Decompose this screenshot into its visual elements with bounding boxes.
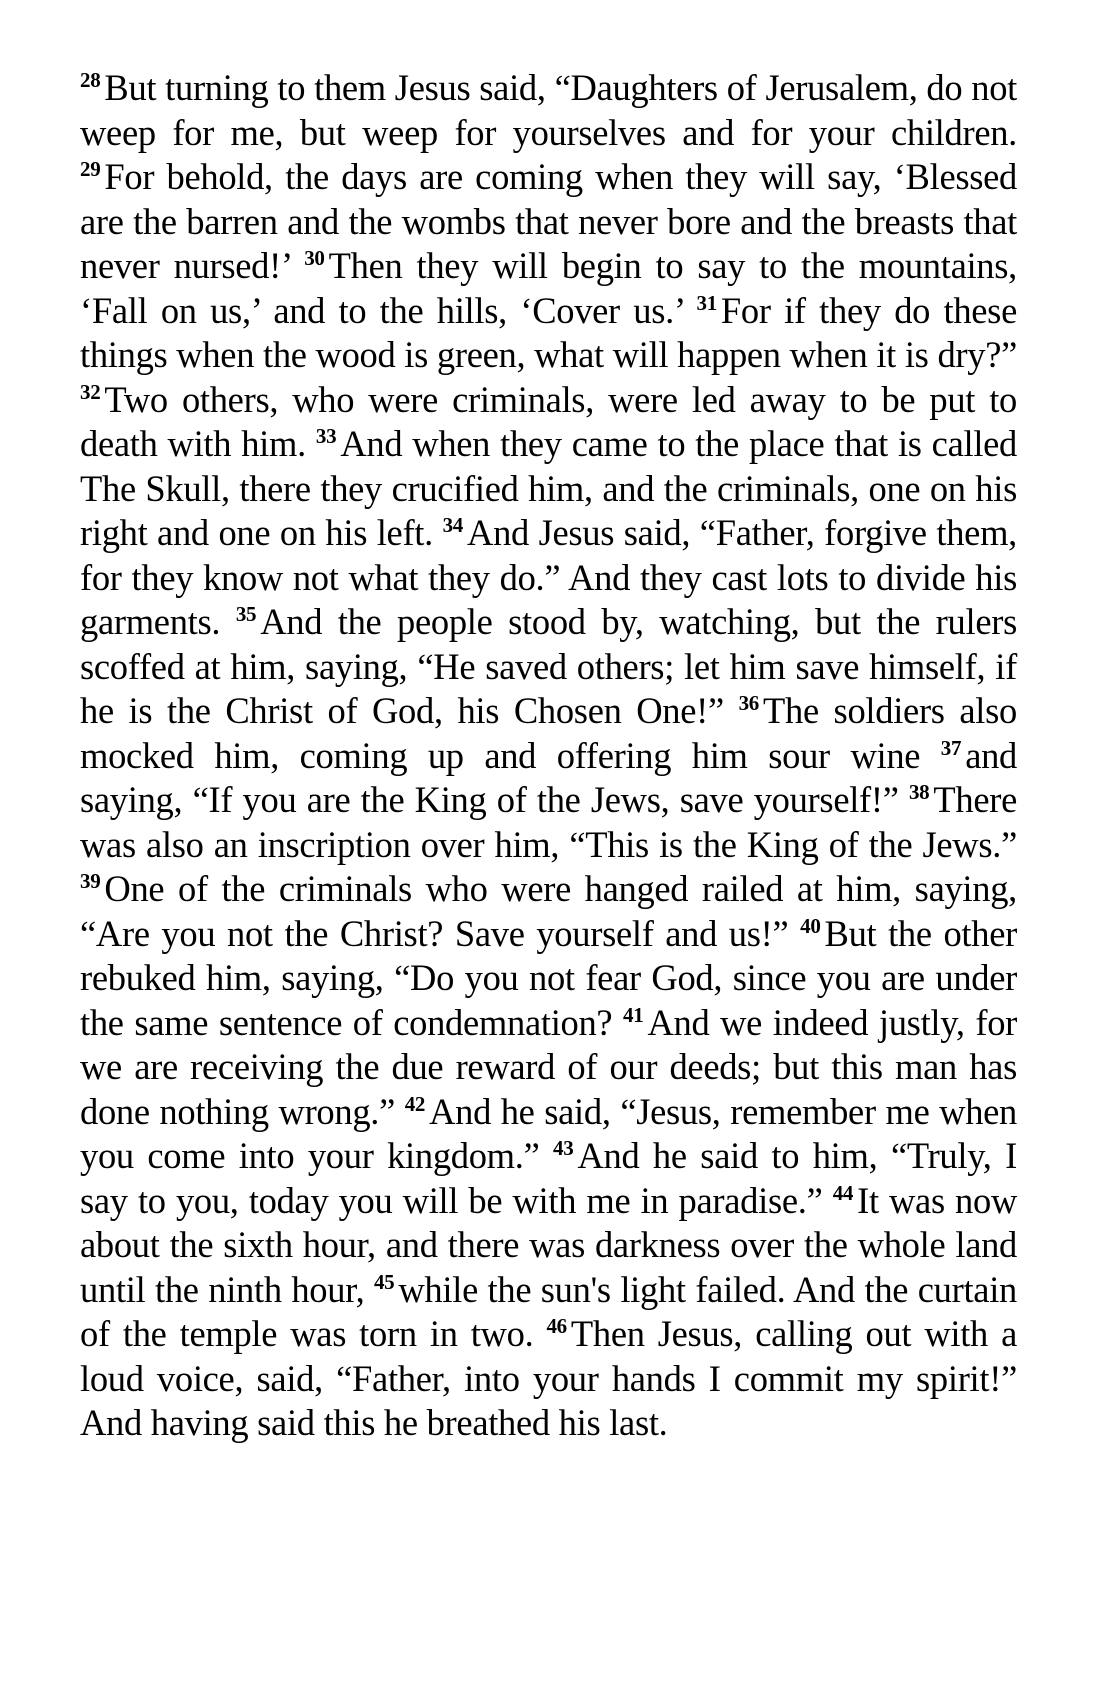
verse-text: And we indeed justly, for we are receiving the due reward of our deeds; but this man has done nothing wrong.” [80, 1001, 1018, 1132]
verse-text: And he said, “Jesus, remember me when you come into your kingdom.” [80, 1090, 1017, 1176]
verse-text: There was also an inscription over him, “This is the King of the Jews.” [80, 779, 1017, 865]
verse-text: Then they will begin to say to the mountains, ‘Fall on us,’ and to the hills, ‘Cover us.’ [80, 245, 1017, 331]
verse-number: 36 [738, 691, 760, 715]
verse-text: And the people stood by, watching, but the rulers scoffed at him, saying, “He saved others; let him save himself, if he is the Christ of God, his Chosen One!” [80, 601, 1017, 731]
verse-text: Two others, who were criminals, were led away to be put to death with him. [80, 378, 1017, 464]
verse-number: 34 [442, 513, 464, 537]
verse-number: 31 [696, 290, 717, 315]
verse-number: 35 [235, 602, 257, 626]
verse-number: 29 [80, 157, 101, 181]
verse-text: And when they came to the place that is called The Skull, there they crucified him, and the criminals, one on his right and one on his left. [80, 423, 1018, 553]
verse-number: 30 [304, 246, 325, 270]
verse-text: while the sun's light failed. And the curtain of the temple was torn in two. [80, 1268, 1017, 1354]
verse-28 [80, 67, 1017, 153]
verse-text: But the other rebuked him, saying, “Do you not fear God, since you are under the same sentence of condemnation? [80, 912, 1017, 1043]
verse-number: 42 [404, 1091, 426, 1116]
verse-number: 43 [553, 1136, 574, 1160]
verse-number: 28 [80, 68, 101, 92]
verse-number: 46 [546, 1314, 567, 1338]
verse-number: 44 [832, 1180, 854, 1205]
verse-number: 32 [80, 379, 101, 404]
verse-number: 38 [908, 780, 930, 804]
verse-number: 39 [80, 869, 101, 893]
verse-text: And he said to him, “Truly, I say to you, today you will be with me in paradise.” [80, 1135, 1018, 1221]
verse-text: Then Jesus, calling out with a loud voice, said, “Father, into your hands I commit my spirit!” And having said this he breathed his last. [80, 1313, 1017, 1443]
verse-text: One of the criminals who were hanged railed at him, saying, “Are you not the Christ? Save yourself and us!” [80, 868, 1017, 954]
verse-text: For if they do these things when the wood is green, what will happen when it is dry?” [80, 289, 1017, 375]
verse-text: For behold, the days are coming when they will say, ‘Blessed are the barren and the wombs that never bore and the breasts that never nursed!’ [80, 156, 1017, 286]
verse-number: 37 [940, 735, 962, 760]
verse-text: But turning to them Jesus said, “Daughters of Jerusalem, do not weep for me, but weep for yourselves and for your children. [80, 67, 1017, 153]
verse-text: The soldiers also mocked him, coming up and offering him sour wine [80, 690, 1017, 776]
verse-text: and saying, “If you are the King of the Jews, save yourself!” [80, 734, 1017, 820]
verse-number: 33 [315, 424, 337, 448]
verse-text: And Jesus said, “Father, forgive them, for they know not what they do.” And they cast lots to divide his garments. [80, 512, 1017, 642]
verse-number: 45 [373, 1269, 395, 1294]
verse-number: 41 [623, 1002, 644, 1027]
scripture-passage [80, 66, 1017, 1446]
verse-number: 40 [800, 913, 821, 938]
verse-text: It was now about the sixth hour, and there was darkness over the whole land until the ninth hour, [80, 1179, 1018, 1310]
